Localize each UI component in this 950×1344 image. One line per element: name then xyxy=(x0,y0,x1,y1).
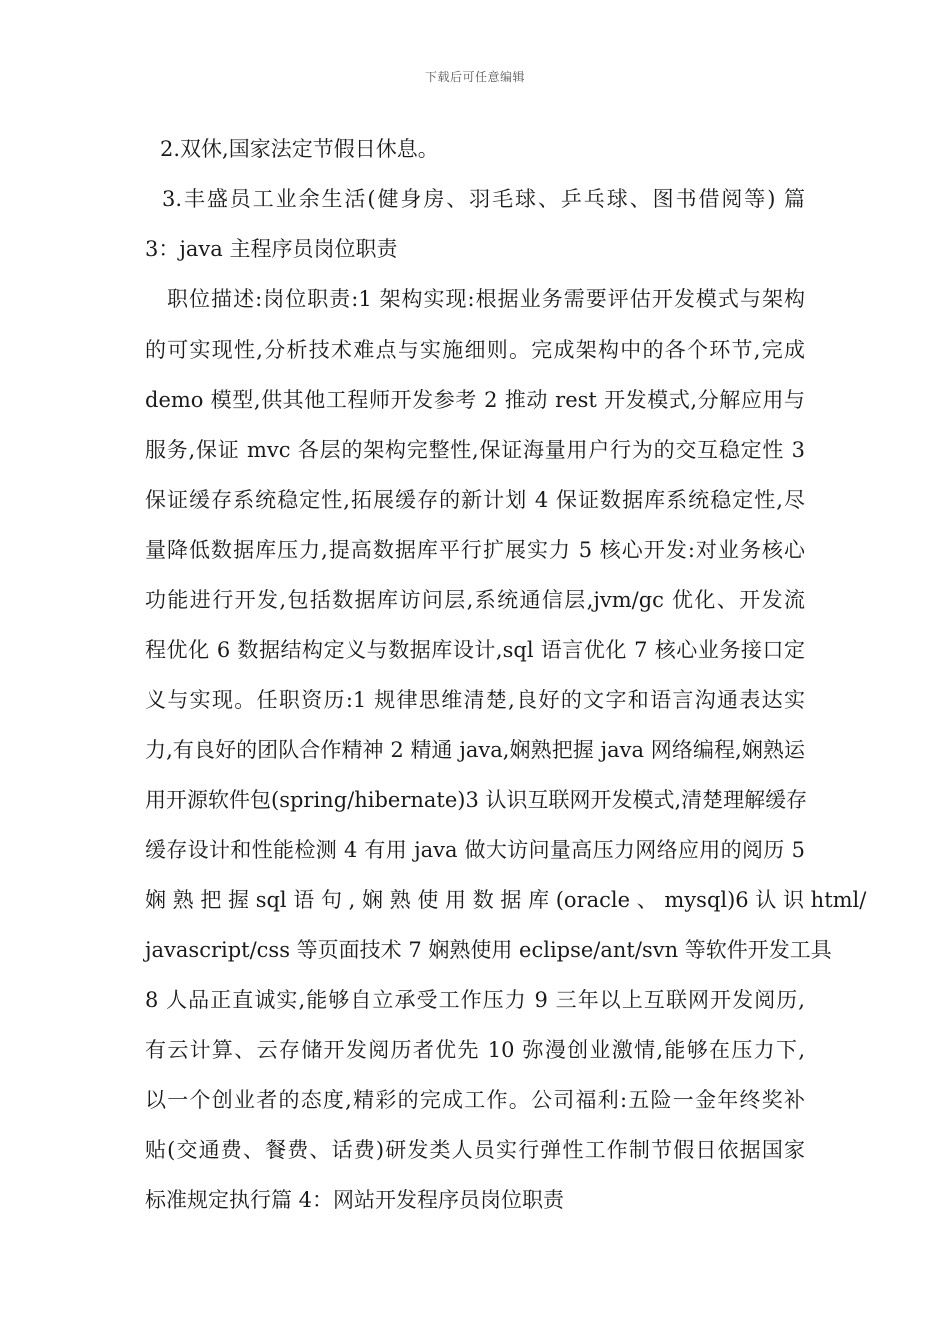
paragraph-line: 量降低数据库压力,提高数据库平行扩展实力 5 核心开发:对业务核心 xyxy=(145,538,805,562)
paragraph-line: 程优化 6 数据结构定义与数据库设计,sql 语言优化 7 核心业务接口定 xyxy=(145,638,805,662)
paragraph-line: 标准规定执行篇 4：网站开发程序员岗位职责 xyxy=(145,1188,565,1212)
paragraph-line: 功能进行开发,包括数据库访问层,系统通信层,jvm/gc 优化、开发流 xyxy=(145,588,805,612)
paragraph-line: 服务,保证 mvc 各层的架构完整性,保证海量用户行为的交互稳定性 3 xyxy=(145,438,805,462)
paragraph-line: 保证缓存系统稳定性,拓展缓存的新计划 4 保证数据库系统稳定性,尽 xyxy=(145,488,805,512)
paragraph-line: 用开源软件包(spring/hibernate)3 认识互联网开发模式,清楚理解缓存 xyxy=(145,788,808,812)
paragraph-line: demo 模型,供其他工程师开发参考 2 推动 rest 开发模式,分解应用与 xyxy=(145,388,805,412)
paragraph-line: 的可实现性,分析技术难点与实施细则。完成架构中的各个环节,完成 xyxy=(145,338,805,362)
paragraph-line: 力,有良好的团队合作精神 2 精通 java,娴熟把握 java 网络编程,娴熟运 xyxy=(145,738,805,762)
paragraph-line: 缓存设计和性能检测 4 有用 java 做大访问量高压力网络应用的阅历 5 xyxy=(145,838,805,862)
paragraph-line: 职位描述:岗位职责:1 架构实现:根据业务需要评估开发模式与架构 xyxy=(167,287,805,311)
header-note: 下载后可任意编辑 xyxy=(424,70,525,84)
paragraph-line: 以一个创业者的态度,精彩的完成工作。公司福利:五险一金年终奖补 xyxy=(145,1088,805,1112)
paragraph-line: 3.丰盛员工业余生活(健身房、羽毛球、乒乓球、图书借阅等) 篇 xyxy=(162,187,805,211)
paragraph-line: javascript/css 等页面技术 7 娴熟使用 eclipse/ant/svn 等软件开发工具 xyxy=(145,938,832,962)
paragraph-line: 2.双休,国家法定节假日休息。 xyxy=(160,137,439,161)
paragraph-line: 8 人品正直诚实,能够自立承受工作压力 9 三年以上互联网开发阅历, xyxy=(145,988,805,1012)
paragraph-line: 贴(交通费、餐费、话费)研发类人员实行弹性工作制节假日依据国家 xyxy=(145,1138,805,1162)
paragraph-line: 3：java 主程序员岗位职责 xyxy=(145,237,398,261)
paragraph-line: 有云计算、云存储开发阅历者优先 10 弥漫创业激情,能够在压力下, xyxy=(145,1038,805,1062)
paragraph-line: 娴 熟 把 握 sql 语 句 , 娴 熟 使 用 数 据 库 (oracle 、 mysql)6 认 识 html/ xyxy=(145,888,867,912)
paragraph-line: 义与实现。任职资历:1 规律思维清楚,良好的文字和语言沟通表达实 xyxy=(145,688,805,712)
